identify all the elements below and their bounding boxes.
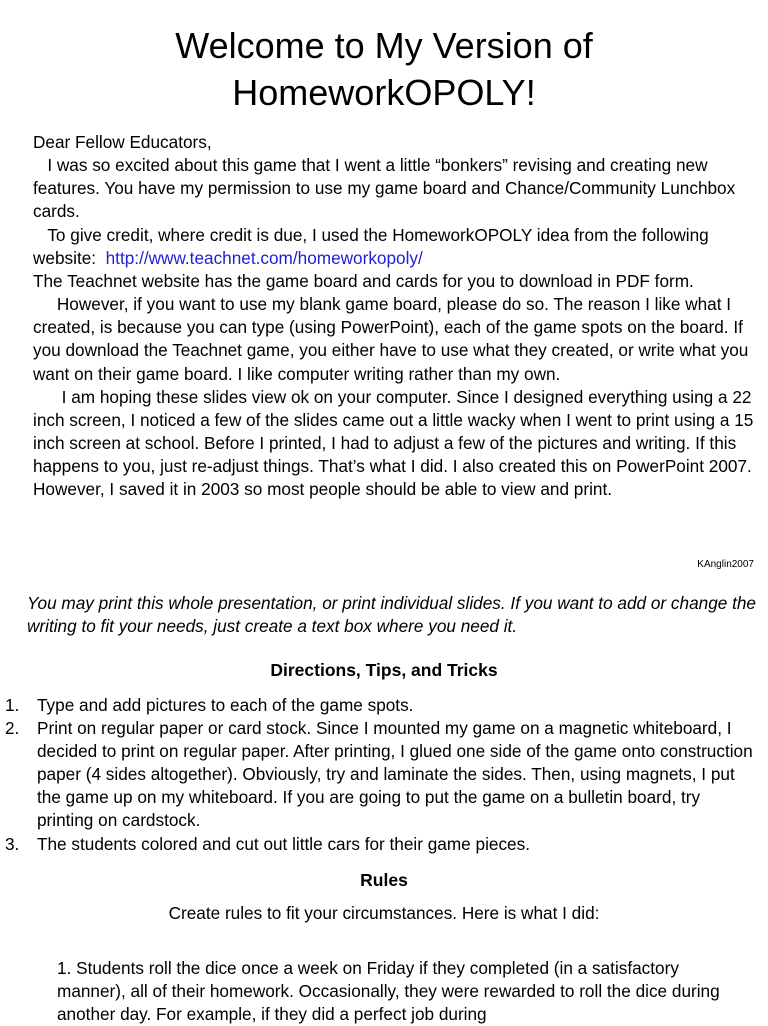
list-item-text: The students colored and cut out little cars for their game pieces. — [37, 833, 530, 854]
letter-paragraph-1 — [33, 154, 761, 223]
list-item-number: 2. — [5, 718, 20, 739]
print-note: You may print this whole presentation, or print individual slides. If you want to add or change the writing to fit your needs, just create a text box where you need it. — [27, 593, 756, 636]
title-line-1: Welcome to My Version of — [175, 25, 593, 66]
list-item-number: 3. — [5, 833, 20, 854]
list-item — [5, 833, 757, 856]
letter-paragraph-1-text: I was so excited about this game that I went a little “bonkers” revising and creating new features. You have my permission to use my game board and Chance/Community Lunchbox cards. — [33, 155, 736, 222]
letter-body — [33, 131, 761, 502]
title-line-2: HomeworkOPOLY! — [232, 72, 536, 113]
list-item-number: 1. — [5, 695, 20, 715]
rule-item-1: 1. Students roll the dice once a week on Friday if they completed (in a satisfactory manner), all of their homework. Occasionally, they were rewarded to roll the dice during another day. For example, if they did a perfect job during — [57, 958, 720, 1025]
rules-heading: Rules — [360, 870, 408, 890]
letter-paragraph-2-text: To give credit, where credit is due, I used the HomeworkOPOLY idea from the following website: — [33, 224, 709, 268]
letter-paragraph-5 — [33, 386, 761, 502]
letter-paragraph-4 — [33, 293, 761, 386]
letter-paragraph-2 — [33, 224, 761, 270]
letter-paragraph-4-text: However, if you want to use my blank game board, please do so. The reason I like what I created, is because you can type (using PowerPoint), each of the game spots on the board. If you download the Teachnet game, you either have to use what they created, or write what you want on their game board. I like computer writing rather than my own. — [33, 294, 749, 384]
list-item — [5, 694, 757, 717]
directions-heading: Directions, Tips, and Tricks — [270, 660, 498, 680]
directions-list — [5, 694, 757, 856]
author-signature: KAnglin2007 — [697, 559, 754, 570]
letter-paragraph-5-text: I am hoping these slides view ok on your computer. Since I designed everything using a 22 inch screen, I noticed a few of the slides came out a little wacky when I went to print using a 15 inch screen at school. Before I printed, I had to adjust a few of the pictures and writing. If this happens to you, just re-adjust things. That’s what I did. I also created this on PowerPoint 2007. However, I saved it in 2003 so most people should be able to view and print. — [33, 386, 754, 500]
letter-greeting: Dear Fellow Educators, — [33, 132, 212, 152]
list-item — [5, 717, 757, 832]
rules-intro: Create rules to fit your circumstances. Here is what I did: — [168, 903, 600, 923]
page-title — [0, 22, 768, 116]
teachnet-link[interactable]: http://www.teachnet.com/homeworkopoly/ — [105, 247, 423, 268]
list-item-text: Print on regular paper or card stock. Since I mounted my game on a magnetic whiteboard, I decided to print on regular paper. After printing, I glued one side of the game onto construction paper (4 sides altogether). Obviously, try and laminate the sides. Then, using magnets, I put the game up on my whiteboard. If you are going to put the game on a bulletin board, try printing on cardstock. — [37, 718, 753, 831]
list-item-text: Type and add pictures to each of the game spots. — [37, 695, 414, 715]
letter-paragraph-3: The Teachnet website has the game board and cards for you to download in PDF form. — [33, 270, 694, 291]
